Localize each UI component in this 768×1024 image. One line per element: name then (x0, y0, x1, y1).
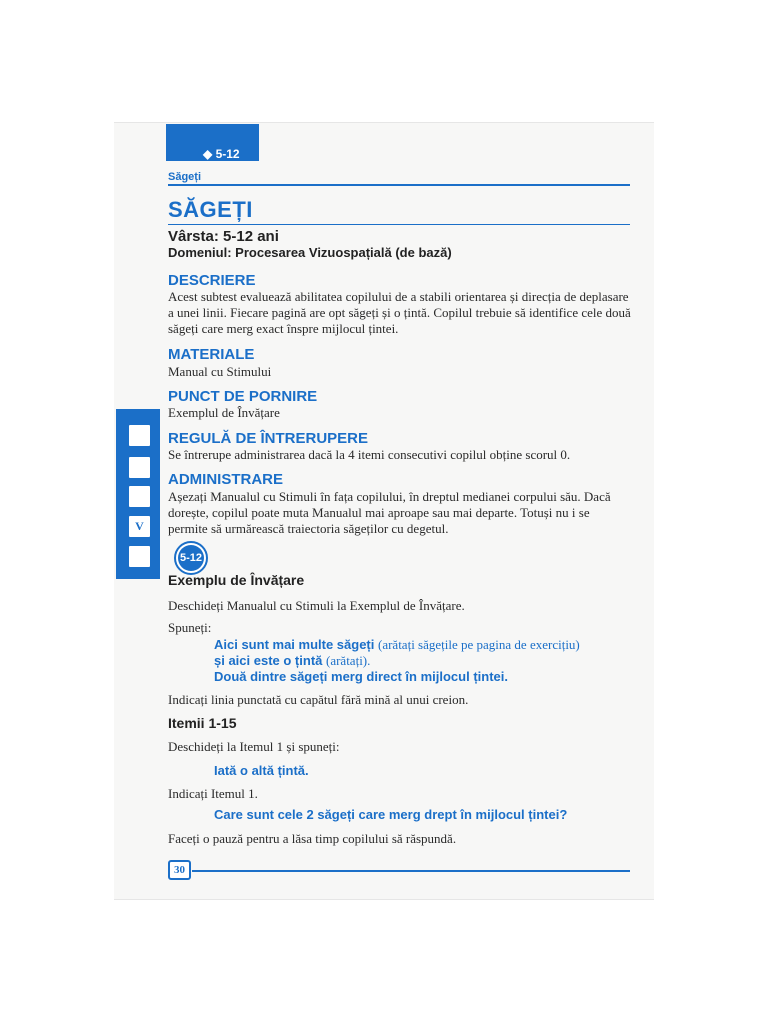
script-line-2-text: și aici este o țintă (214, 653, 323, 668)
side-tab-box-active: V (127, 514, 152, 539)
header-divider (168, 184, 630, 186)
descriere-heading: DESCRIERE (168, 272, 256, 289)
say-label: Spuneți: (168, 620, 212, 635)
items-heading: Itemii 1-15 (168, 715, 237, 731)
administrare-heading: ADMINISTRARE (168, 471, 283, 488)
example-point-instruction: Indicați linia punctată cu capătul fără mină al unui creion. (168, 692, 469, 707)
script-line-2-note: (arătați). (326, 653, 371, 668)
items-script-1: Iată o altă țintă. (214, 763, 309, 778)
administrare-text: Așezați Manualul cu Stimuli în fața copilului, în dreptul medianei corpului său. Dacă dorește, copilul poate muta Manualul mai aproape sau mai departe. Totuși nu i se permite să urmărească traiectoria săgeților cu degetul. (168, 489, 611, 536)
regula-heading: REGULĂ DE ÎNTRERUPERE (168, 430, 369, 447)
script-line-3: Două dintre săgeți merg direct în mijlocul țintei. (214, 669, 508, 684)
age-line: Vârsta: 5-12 ani (168, 228, 279, 245)
running-title: Săgeți (168, 171, 202, 183)
script-line-1 (214, 637, 634, 653)
descriere-text: Acest subtest evaluează abilitatea copilului de a stabili orientarea și direcția de deplasare a unei linii. Fiecare pagină are opt săgeți și o țintă. Copilul trebuie să identifice cele două săgeți care merg exact înspre mijlocul țintei. (168, 289, 631, 336)
script-line-1-note: (arătați săgețile pe pagina de exercițiu) (378, 637, 580, 652)
materiale-text: Manual cu Stimului (168, 364, 272, 379)
footer-divider (192, 870, 630, 872)
items-pause: Faceți o pauză pentru a lăsa timp copilului să răspundă. (168, 831, 457, 846)
age-badge: 5-12 (178, 545, 204, 571)
materiale-heading: MATERIALE (168, 346, 255, 363)
side-tab-box (127, 455, 152, 480)
side-tab-box (127, 484, 152, 509)
example-heading: Exemplu de Învățare (168, 572, 305, 588)
page-number: 30 (168, 860, 191, 880)
items-instruction: Deschideți la Itemul 1 și spuneți: (168, 739, 340, 754)
punct-de-pornire-text: Exemplul de Învățare (168, 405, 280, 420)
side-tab-box (127, 423, 152, 448)
side-tab-box (127, 544, 152, 569)
script-line-2 (214, 653, 634, 669)
items-script-2: Care sunt cele 2 săgeți care merg drept în mijlocul țintei? (214, 807, 568, 822)
page-title: SĂGEȚI (168, 197, 253, 222)
title-divider (168, 224, 630, 225)
punct-de-pornire-heading: PUNCT DE PORNIRE (168, 388, 318, 405)
age-range-tab-label: ◆ 5-12 (203, 147, 240, 161)
regula-text: Se întrerupe administrarea dacă la 4 itemi consecutivi copilul obține scorul 0. (168, 447, 571, 462)
script-line-1-text: Aici sunt mai multe săgeți (214, 637, 375, 652)
example-instruction: Deschideți Manualul cu Stimuli la Exemplul de Învățare. (168, 598, 465, 613)
items-indicate: Indicați Itemul 1. (168, 786, 258, 801)
domain-line: Domeniul: Procesarea Vizuospațială (de bază) (168, 245, 452, 260)
